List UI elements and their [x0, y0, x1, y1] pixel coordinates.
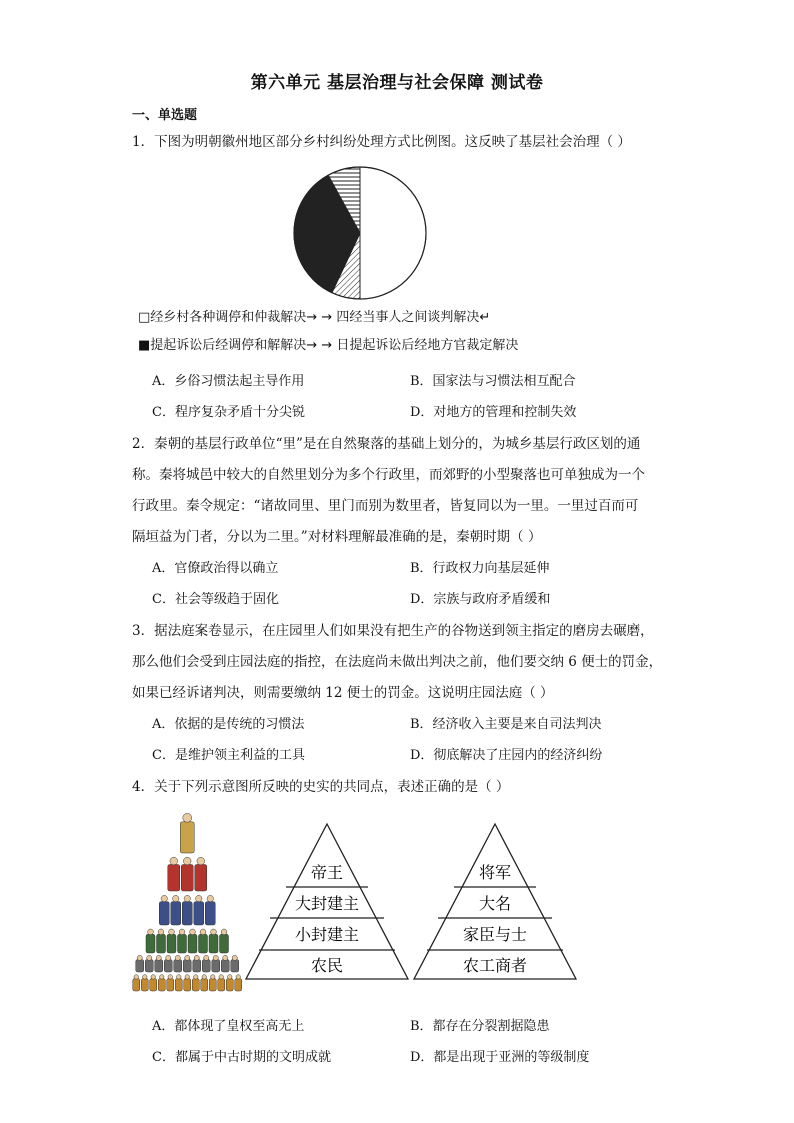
person-figure-head: [219, 975, 223, 979]
person-figure-head: [185, 975, 189, 979]
person-figure-body: [209, 934, 218, 953]
person-figure-body: [202, 960, 210, 972]
person-figure-head: [169, 929, 175, 935]
person-figure-body: [184, 979, 191, 991]
question-2-line-1: 2．秦朝的基层行政单位“里”是在自然聚落的基础上划分的，为城乡基层行政区划的通: [132, 436, 641, 452]
person-figure-head: [200, 929, 206, 935]
person-figure-head: [190, 929, 196, 935]
person-figure-body: [167, 934, 176, 953]
person-figure-head: [175, 955, 180, 960]
person-figure-body: [164, 960, 172, 972]
question-2-line-2: 称。秦将城邑中较大的自然里划分为多个行政里，而郊野的小型聚落也可单独成为一个: [132, 467, 645, 483]
q2-option-b[interactable]: B．行政权力向基层延伸: [410, 561, 550, 576]
person-figure-body: [133, 979, 140, 991]
person-figure-body: [201, 979, 208, 991]
person-figure-body: [141, 979, 148, 991]
person-figure-body: [150, 979, 157, 991]
person-figure-body: [180, 822, 194, 853]
person-figure-head: [183, 813, 192, 822]
section-heading: 一、单选题: [132, 108, 198, 123]
person-figure-body: [194, 902, 204, 925]
person-figure-head: [196, 895, 202, 901]
person-figure-body: [218, 979, 225, 991]
person-figure-head: [151, 975, 155, 979]
person-figure-head: [194, 975, 198, 979]
legend-line-2: ■提起诉讼后经调停和解解决→ → 日提起诉讼后经地方官裁定解决: [138, 338, 519, 353]
pyramid1-level-4: 农民: [310, 956, 344, 975]
pyramid2-level-4: 农工商者: [462, 956, 528, 975]
person-figure-body: [193, 960, 201, 972]
person-figure-head: [177, 975, 181, 979]
q1-option-d[interactable]: D．对地方的管理和控制失效: [410, 405, 577, 420]
person-figure-head: [183, 857, 191, 865]
q3-option-d[interactable]: D．彻底解决了庄园内的经济纠纷: [410, 748, 603, 763]
legend-line-1: □经乡村各种调停和仲裁解决→ → 四经当事人之间谈判解决↵: [138, 310, 491, 325]
person-figure-head: [207, 895, 213, 901]
person-figure-head: [137, 955, 142, 960]
person-figure-body: [159, 902, 169, 925]
q3-option-b[interactable]: B．经济收入主要是来自司法判决: [410, 717, 602, 732]
q1-option-c[interactable]: C．程序复杂矛盾十分尖锐: [152, 405, 305, 420]
question-2-line-3: 行政里。秦令规定：“诸故同里、里门而别为数里者，皆复同以为一里。一里过百而可: [132, 498, 639, 514]
person-figure-head: [156, 955, 161, 960]
person-figure-body: [220, 934, 229, 953]
figure-pyramid-illustration: [132, 805, 244, 995]
q2-option-a[interactable]: A．官僚政治得以确立: [152, 561, 279, 576]
person-figure-head: [185, 955, 190, 960]
person-figure-head: [148, 929, 154, 935]
pyramid1-level-3: 小封建主: [294, 925, 360, 944]
person-figure-head: [179, 929, 185, 935]
pyramid1-level-2: 大封建主: [294, 894, 360, 913]
question-2-line-4: 隔垣益为门者，分以为二里。”对材料理解最准确的是，秦朝时期（ ）: [132, 529, 542, 545]
person-figure-head: [160, 975, 164, 979]
person-figure-head: [170, 857, 178, 865]
question-3-line-3: 如果已经诉诸判决，则需要缴纳 12 便士的罚金。这说明庄园法庭（ ）: [132, 685, 554, 701]
person-figure-body: [221, 960, 229, 972]
person-figure-head: [211, 929, 217, 935]
q1-option-a[interactable]: A．乡俗习惯法起主导作用: [152, 374, 305, 389]
pie-slices: [294, 167, 426, 299]
person-figure-body: [182, 902, 192, 925]
person-figure-body: [195, 864, 207, 891]
person-figure-head: [134, 975, 138, 979]
pyramid2-level-2: 大名: [478, 894, 512, 913]
person-figure-head: [173, 895, 179, 901]
person-figure-body: [231, 960, 239, 972]
person-figure-head: [184, 895, 190, 901]
person-figure-head: [223, 955, 228, 960]
person-figure-head: [211, 975, 215, 979]
person-figure-head: [197, 857, 205, 865]
person-figure-body: [168, 864, 180, 891]
person-figure-head: [161, 895, 167, 901]
pyramid2-level-1: 将军: [478, 863, 512, 882]
pie-slice-1: [360, 167, 426, 299]
person-figure-head: [204, 955, 209, 960]
person-figure-head: [166, 955, 171, 960]
person-figure-body: [226, 979, 233, 991]
person-figure-body: [158, 979, 165, 991]
q2-option-d[interactable]: D．宗族与政府矛盾缓和: [410, 592, 551, 607]
person-figure-body: [175, 979, 182, 991]
person-figure-body: [146, 934, 155, 953]
person-figure-head: [143, 975, 147, 979]
person-figure-body: [174, 960, 182, 972]
person-figure-head: [228, 975, 232, 979]
question-1-stem: 1．下图为明朝徽州地区部分乡村纠纷处理方式比例图。这反映了基层社会治理（ ）: [132, 134, 631, 150]
person-figure-head: [232, 955, 237, 960]
person-figure-body: [155, 960, 163, 972]
person-figure-head: [147, 955, 152, 960]
person-figure-body: [205, 902, 215, 925]
person-figure-body: [167, 979, 174, 991]
q4-option-b[interactable]: B．都存在分裂割据隐患: [410, 1019, 550, 1034]
person-figure-body: [199, 934, 208, 953]
person-figure-body: [209, 979, 216, 991]
person-figure-body: [183, 960, 191, 972]
question-3-line-2: 那么他们会受到庄园法庭的指控，在法庭尚未做出判决之前，他们要交纳 6 便士的罚金，: [132, 654, 663, 670]
q2-option-c[interactable]: C．社会等级趋于固化: [152, 592, 279, 607]
person-figure-body: [212, 960, 220, 972]
page-title: 第六单元 基层治理与社会保障 测试卷: [250, 73, 544, 93]
feudal-pyramid-japan: [412, 822, 578, 982]
q4-option-c[interactable]: C．都属于中古时期的文明成就: [152, 1050, 331, 1065]
person-figure-head: [158, 929, 164, 935]
q3-option-c[interactable]: C．是维护领主利益的工具: [152, 748, 305, 763]
person-figure-head: [194, 955, 199, 960]
person-figure-body: [178, 934, 187, 953]
pie-chart: [290, 163, 430, 303]
feudal-pyramid-europe: [244, 822, 410, 982]
person-figure-body: [171, 902, 181, 925]
q4-option-a[interactable]: A．都体现了皇权至高无上: [152, 1019, 305, 1034]
person-figure-head: [202, 975, 206, 979]
question-3-line-1: 3．据法庭案卷显示，在庄园里人们如果没有把生产的谷物送到领主指定的磨房去碾磨，: [132, 623, 654, 639]
question-4-stem: 4．关于下列示意图所反映的史实的共同点，表述正确的是（ ）: [132, 779, 510, 795]
person-figure-body: [235, 979, 242, 991]
pyramid2-level-3: 家臣与士: [462, 925, 528, 944]
person-figure-body: [181, 864, 193, 891]
person-figure-body: [136, 960, 144, 972]
person-figure-head: [221, 929, 227, 935]
q3-option-a[interactable]: A．依据的是传统的习惯法: [152, 717, 305, 732]
pyramid1-level-1: 帝王: [310, 863, 344, 882]
person-figure-body: [188, 934, 197, 953]
person-figure-body: [145, 960, 153, 972]
q1-option-b[interactable]: B．国家法与习惯法相互配合: [410, 374, 576, 389]
person-figure-head: [236, 975, 240, 979]
person-figure-head: [213, 955, 218, 960]
person-figure-head: [168, 975, 172, 979]
q4-option-d[interactable]: D．都是出现于亚洲的等级制度: [410, 1050, 590, 1065]
person-figure-body: [157, 934, 166, 953]
person-figure-body: [192, 979, 199, 991]
